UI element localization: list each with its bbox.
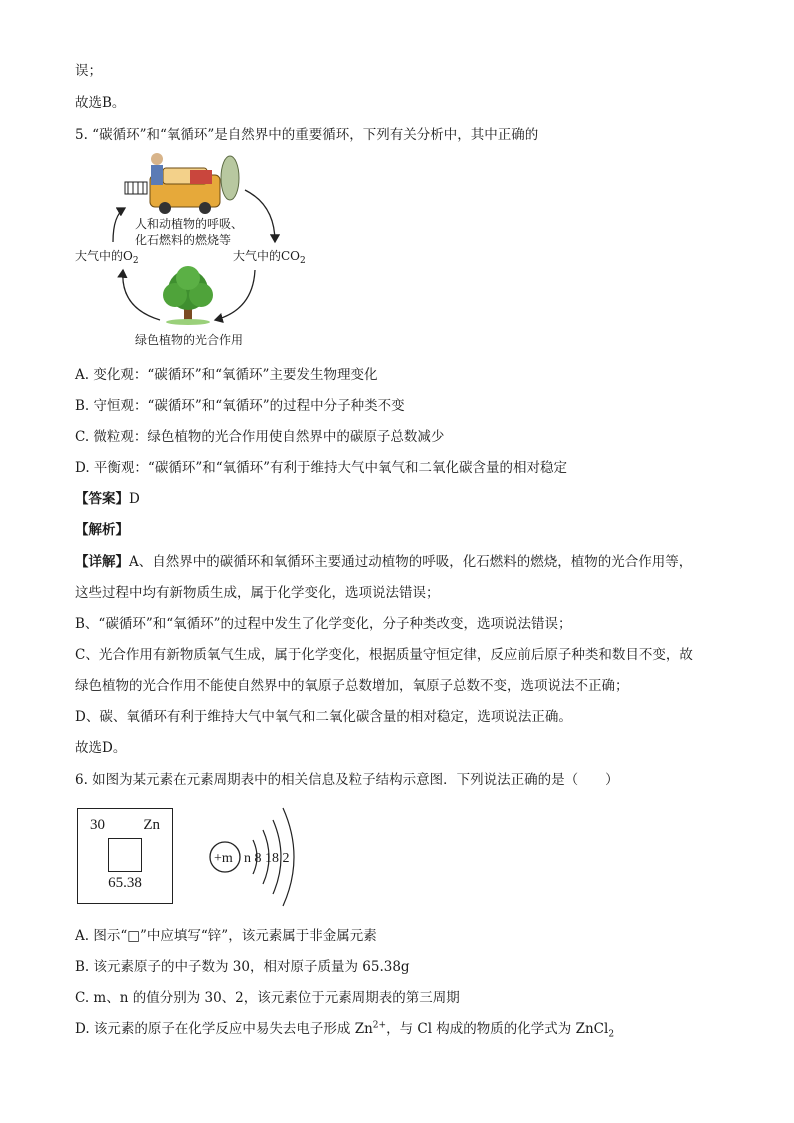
q6-option-b: B. 该元素原子的中子数为 30，相对原子质量为 65.38g: [75, 959, 410, 975]
q5-analysis-tag: 【解析】: [75, 522, 129, 538]
q5-detail-line-7: 故选D。: [75, 740, 127, 756]
q5-detail-line-4: C、光合作用有新物质氧气生成，属于化学变化，根据质量守恒定律，反应前后原子种类和数目不变，故: [75, 647, 693, 663]
q5-detail-line-6: D、碳、氧循环有利于维持大气中氧气和二氧化碳含量的相对稳定，选项说法正确。: [75, 709, 572, 725]
q5-option-b: B. 守恒观：“碳循环”和“氧循环”的过程中分子种类不变: [75, 398, 405, 414]
arrow-bottom-left: [123, 270, 160, 320]
element-box: [77, 808, 173, 904]
q5-detail-line-1: 【详解】A、自然界中的碳循环和氧循环主要通过动植物的呼吸，化石燃料的燃烧，植物的光合作用等，: [75, 554, 693, 570]
cycle-right-label: 大气中的$CO_2$: [233, 249, 306, 266]
arrow-top-right: [245, 190, 275, 242]
people-car-illustration: [125, 153, 239, 214]
prev-line-2: 故选B。: [75, 95, 126, 111]
q5-stem: 5. “碳循环”和“氧循环”是自然界中的重要循环，下列有关分析中，其中正确的: [75, 127, 539, 143]
q5-detail-line-3: B、“碳循环”和“氧循环”的过程中发生了化学变化，分子种类改变，选项说法错误；: [75, 616, 572, 632]
q5-detail-line-2: 这些过程中均有新物质生成，属于化学变化，选项说法错误；: [75, 585, 440, 601]
element-symbol: Zn: [143, 817, 160, 833]
arrow-bottom-right: [215, 270, 255, 320]
atomic-mass: 65.38: [108, 875, 142, 891]
atom-structure-diagram: [205, 800, 315, 920]
cycle-bottom-label: 绿色植物的光合作用: [135, 333, 244, 347]
cycle-top-label-1: 人和动植物的呼吸、: [135, 217, 244, 231]
q6-option-c: C. m、n 的值分别为 30、2，该元素位于元素周期表的第三周期: [75, 990, 460, 1006]
tree-illustration: [163, 266, 213, 325]
atomic-number: 30: [90, 817, 105, 833]
nucleus-label: +m: [214, 851, 233, 866]
answer-value: D: [129, 491, 140, 507]
arrow-top-left: [113, 208, 125, 242]
detail-tag: 【详解】: [75, 554, 129, 570]
q5-answer: [75, 490, 140, 508]
q6-stem: 6. 如图为某元素在元素周期表中的相关信息及粒子结构示意图．下列说法正确的是（ ）: [75, 772, 619, 788]
q5-option-d: D. 平衡观：“碳循环”和“氧循环”有利于维持大气中氧气和二氧化碳含量的相对稳定: [75, 460, 568, 476]
q5-detail-line-5: 绿色植物的光合作用不能使自然界中的氧原子总数增加，氧原子总数不变，选项说法不正确；: [75, 678, 629, 694]
cycle-left-label: 大气中的$O_2$: [75, 249, 139, 266]
q5-option-a: A. 变化观：“碳循环”和“氧循环”主要发生物理变化: [75, 367, 378, 383]
cycle-top-label-2: 化石燃料的燃烧等: [135, 233, 232, 247]
blank-square: [108, 838, 142, 872]
q5-option-c: C. 微粒观：绿色植物的光合作用使自然界中的碳原子总数减少: [75, 429, 445, 445]
answer-tag: 【答案】: [75, 491, 129, 507]
cycle-diagram: [75, 150, 345, 350]
q6-option-a: A. 图示“□”中应填写“锌”，该元素属于非金属元素: [75, 928, 377, 944]
prev-line-1: 误；: [75, 63, 102, 79]
q6-option-d: D. 该元素的原子在化学反应中易失去电子形成 $Zn^{2+}$，与 Cl 构成的物质的化学式为 ZnCl$_2$: [75, 1020, 615, 1040]
shell-numbers: n 8 18 2: [244, 851, 290, 866]
